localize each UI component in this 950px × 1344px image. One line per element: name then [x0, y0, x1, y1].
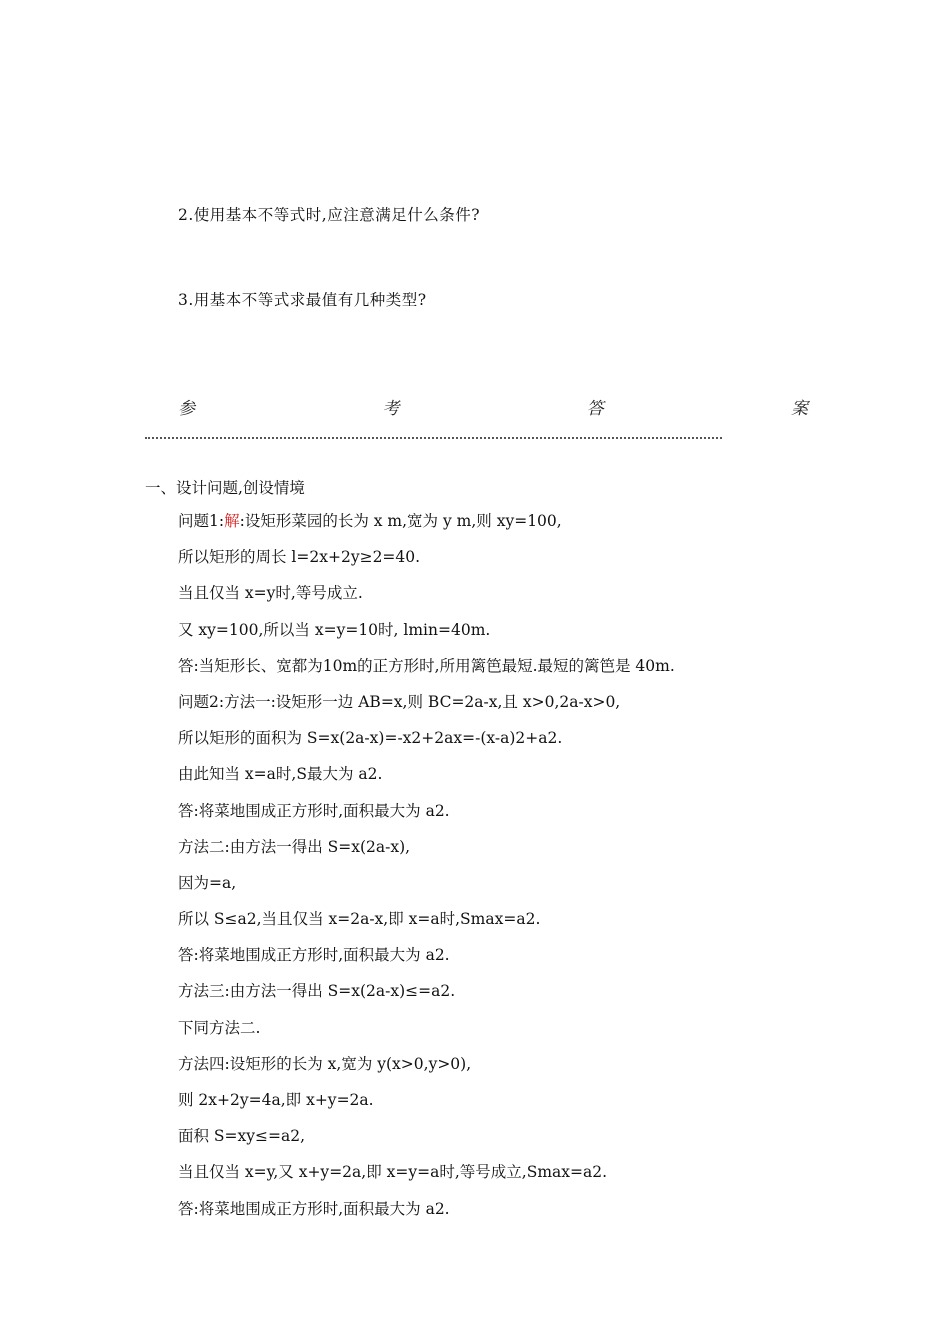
- answer-heading: [178, 394, 808, 419]
- answer-line: 由此知当 x=a时,S最大为 a2.: [178, 765, 383, 784]
- answer-line: 答:当矩形长、宽都为10m的正方形时,所用篱笆最短.最短的篱笆是 40m.: [178, 656, 675, 675]
- dotted-divider: [145, 437, 722, 439]
- question-2: 2.使用基本不等式时,应注意满足什么条件?: [178, 206, 481, 224]
- answer-line: 所以矩形的周长 l=2x+2y≥2=40.: [178, 548, 421, 567]
- answer-line: 方法四:设矩形的长为 x,宽为 y(x>0,y>0),: [178, 1054, 472, 1073]
- solution-marker: 解: [224, 512, 240, 530]
- answer-line: 当且仅当 x=y,又 x+y=2a,即 x=y=a时,等号成立,Smax=a2.: [178, 1163, 608, 1182]
- answer-line: 问题2:方法一:设矩形一边 AB=x,则 BC=2a-x,且 x>0,2a-x>0,: [178, 692, 621, 711]
- answer-line: 所以 S≤a2,当且仅当 x=2a-x,即 x=a时,Smax=a2.: [178, 910, 541, 929]
- answer-line: 答:将菜地围成正方形时,面积最大为 a2.: [178, 1199, 450, 1218]
- answer-line: 当且仅当 x=y时,等号成立.: [178, 584, 363, 603]
- section-title: 一、设计问题,创设情境: [145, 479, 305, 497]
- answer-line: 所以矩形的面积为 S=x(2a-x)=-x2+2ax=-(x-a)2+a2.: [178, 729, 563, 748]
- heading-char: 答: [586, 399, 604, 419]
- heading-char: 案: [790, 399, 808, 419]
- heading-char: 考: [382, 399, 400, 419]
- answer-line: 因为=a,: [178, 873, 237, 892]
- answer-line: 方法三:由方法一得出 S=x(2a-x)≤=a2.: [178, 982, 456, 1001]
- answer-line: 面积 S=xy≤=a2,: [178, 1127, 306, 1146]
- answer-line: 答:将菜地围成正方形时,面积最大为 a2.: [178, 946, 450, 965]
- answer-line: 方法二:由方法一得出 S=x(2a-x),: [178, 837, 411, 856]
- question-3: 3.用基本不等式求最值有几种类型?: [178, 291, 427, 309]
- answer-body: [178, 512, 675, 1236]
- heading-char: 参: [178, 399, 195, 419]
- answer-line: 问题1:解:设矩形菜园的长为 x m,宽为 y m,则 xy=100,: [178, 512, 562, 530]
- answer-line: 又 xy=100,所以当 x=y=10时, lmin=40m.: [178, 620, 491, 639]
- answer-line: 则 2x+2y=4a,即 x+y=2a.: [178, 1091, 374, 1109]
- answer-line: 下同方法二.: [178, 1018, 261, 1037]
- answer-line: 答:将菜地围成正方形时,面积最大为 a2.: [178, 801, 450, 820]
